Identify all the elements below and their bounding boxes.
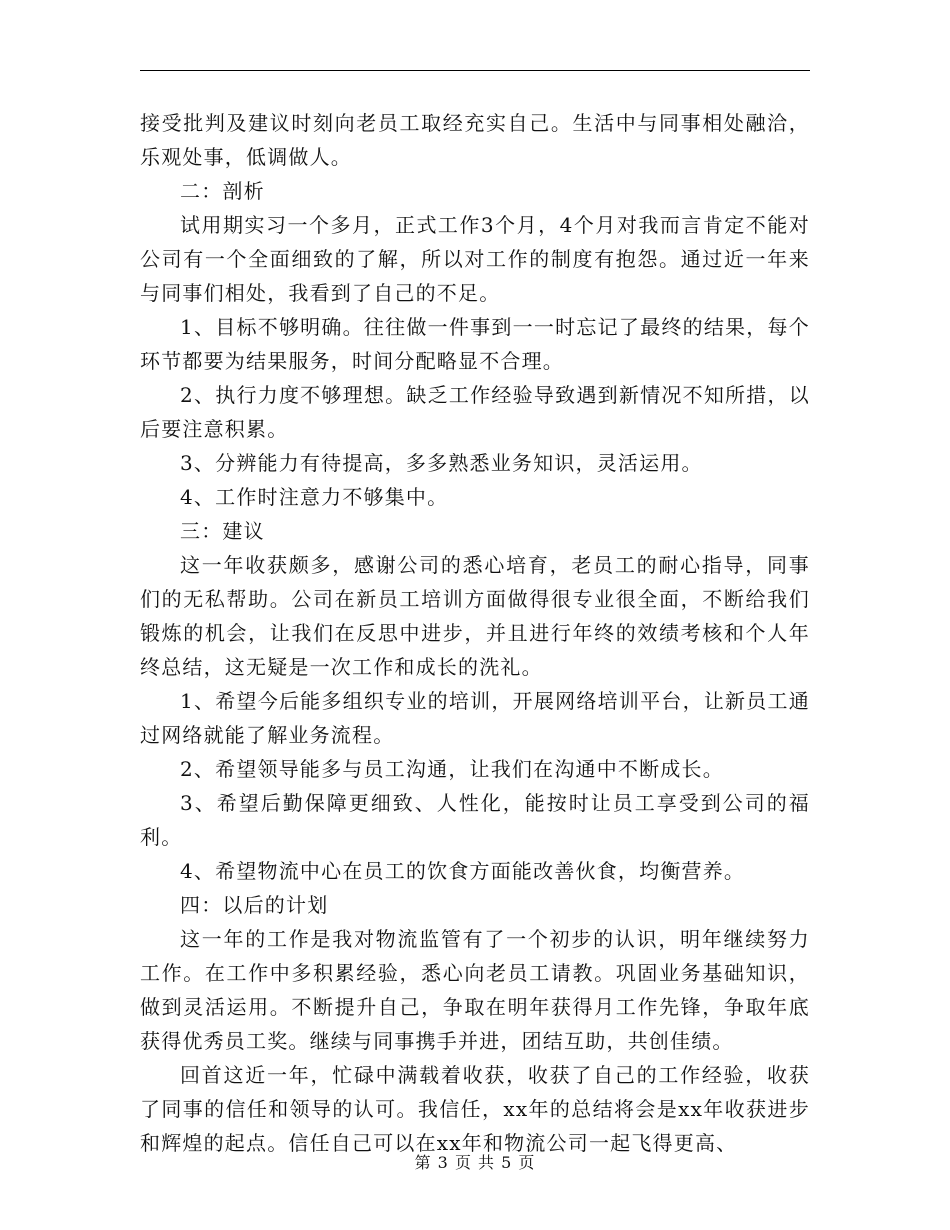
header-rule: [140, 70, 810, 71]
paragraph: 试用期实习一个多月，正式工作3个月，4个月对我而言肯定不能对公司有一个全面细致的了解，所以对工作的制度有抱怨。通过近一年来与同事们相处，我看到了自己的不足。: [140, 213, 810, 305]
section-heading: 四：以后的计划: [180, 893, 329, 917]
list-item: 4、工作时注意力不够集中。: [180, 485, 449, 509]
page-number-footer: 第 3 页 共 5 页: [414, 1153, 536, 1172]
paragraph: 回首这近一年，忙碌中满载着收获，收获了自己的工作经验，收获了同事的信任和领导的认可。我信任，xx年的总结将会是xx年收获进步和辉煌的起点。信任自己可以在xx年和物流公司一起飞得更高、: [140, 1063, 810, 1155]
section-heading: 二：剖析: [180, 179, 265, 203]
paragraph: 这一年的工作是我对物流监管有了一个初步的认识，明年继续努力工作。在工作中多积累经验，悉心向老员工请教。巩固业务基础知识，做到灵活运用。不断提升自己，争取在明年获得月工作先锋，争取年底获得优秀员工奖。继续与同事携手并进，团结互助，共创佳绩。: [140, 927, 810, 1053]
list-item: 1、目标不够明确。往往做一件事到一一时忘记了最终的结果，每个环节都要为结果服务，时间分配略显不合理。: [140, 315, 810, 373]
list-item: 1、希望今后能多组织专业的培训，开展网络培训平台，让新员工通过网络就能了解业务流程。: [140, 689, 810, 747]
list-item: 3、分辨能力有待提高，多多熟悉业务知识，灵活运用。: [180, 451, 703, 475]
paragraph: 接受批判及建议时刻向老员工取经充实自己。生活中与同事相处融洽，乐观处事，低调做人。: [140, 111, 810, 169]
list-item: 2、执行力度不够理想。缺乏工作经验导致遇到新情况不知所措，以后要注意积累。: [140, 383, 810, 441]
list-item: 4、希望物流中心在员工的饮食方面能改善伙食，均衡营养。: [180, 859, 746, 883]
list-item: 2、希望领导能多与员工沟通，让我们在沟通中不断成长。: [180, 757, 724, 781]
list-item: 3、希望后勤保障更细致、人性化，能按时让员工享受到公司的福利。: [140, 791, 810, 849]
document-body: [140, 106, 810, 1160]
section-heading: 三：建议: [180, 519, 265, 543]
paragraph: 这一年收获颇多，感谢公司的悉心培育，老员工的耐心指导，同事们的无私帮助。公司在新员工培训方面做得很专业很全面，不断给我们锻炼的机会，让我们在反思中进步，并且进行年终的效绩考核和个人年终总结，这无疑是一次工作和成长的洗礼。: [140, 553, 810, 679]
